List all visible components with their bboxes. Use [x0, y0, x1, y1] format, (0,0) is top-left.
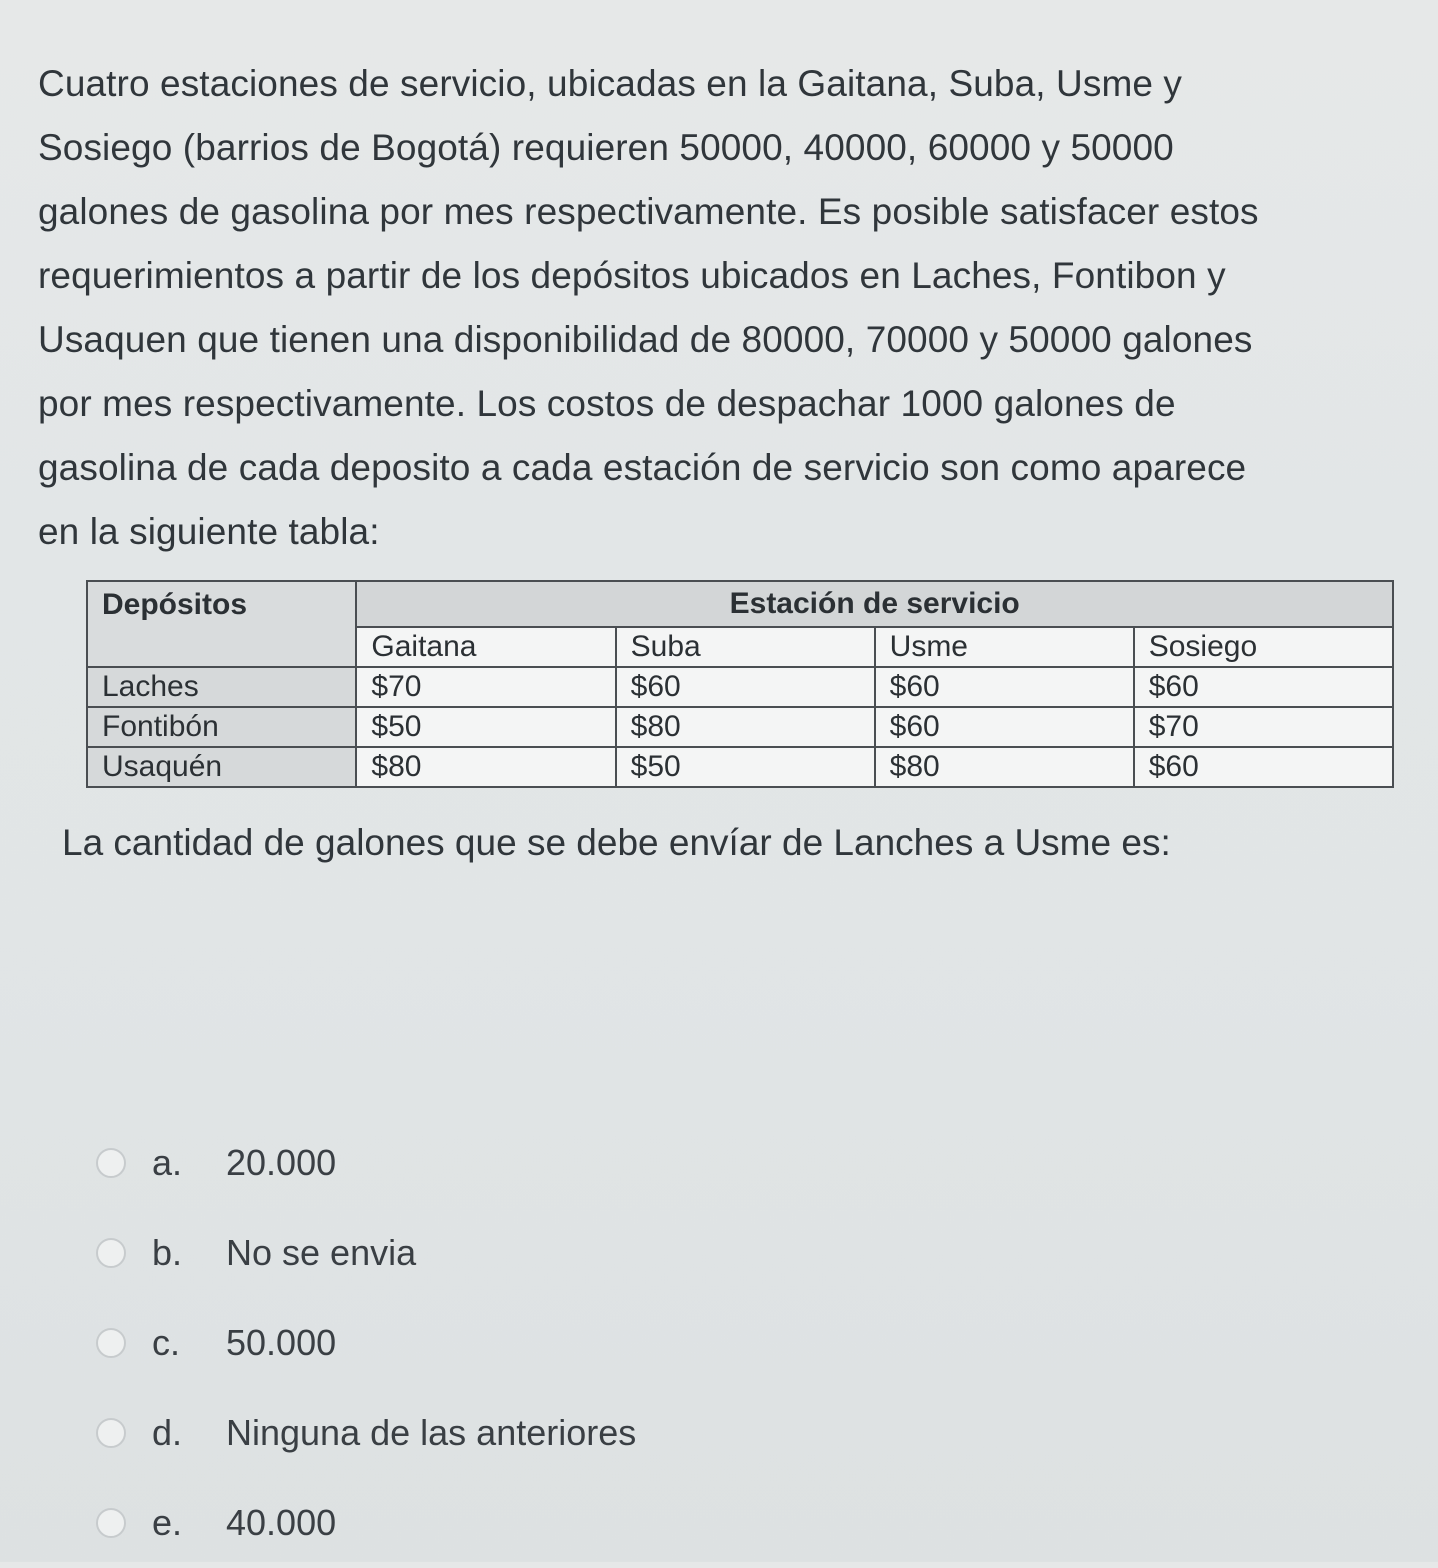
problem-line: galones de gasolina por mes respectivamente. Es posible satisfacer estos	[38, 191, 1259, 232]
problem-line: en la siguiente tabla:	[38, 511, 380, 552]
problem-statement	[38, 52, 1418, 564]
table-cell: $60	[875, 667, 1134, 707]
option-letter: d.	[152, 1412, 183, 1453]
column-header-usme: Usme	[875, 627, 1134, 667]
option-text: Ninguna de las anteriores	[226, 1412, 637, 1453]
row-header-laches: Laches	[87, 667, 356, 707]
answer-options	[96, 1118, 636, 1568]
column-header-suba: Suba	[616, 627, 875, 667]
option-letter: c.	[152, 1322, 181, 1363]
radio-button[interactable]	[96, 1328, 126, 1358]
option-text: 20.000	[226, 1142, 337, 1183]
radio-button[interactable]	[96, 1508, 126, 1538]
radio-button[interactable]	[96, 1418, 126, 1448]
option-e[interactable]	[96, 1478, 636, 1568]
table-cell: $80	[875, 747, 1134, 787]
table-cell: $70	[356, 667, 615, 707]
estacion-header: Estación de servicio	[356, 581, 1393, 627]
radio-button[interactable]	[96, 1148, 126, 1178]
option-b[interactable]	[96, 1208, 636, 1298]
option-c[interactable]	[96, 1298, 636, 1388]
table-cell: $80	[616, 707, 875, 747]
problem-line: gasolina de cada deposito a cada estación de servicio son como aparece	[38, 447, 1247, 488]
table-row	[87, 707, 1393, 747]
table-cell: $80	[356, 747, 615, 787]
option-letter: e.	[152, 1502, 183, 1543]
table-cell: $60	[875, 707, 1134, 747]
problem-line: Sosiego (barrios de Bogotá) requieren 50000, 40000, 60000 y 50000	[38, 127, 1174, 168]
option-text: No se envia	[226, 1232, 417, 1273]
table-cell: $50	[616, 747, 875, 787]
column-header-sosiego: Sosiego	[1134, 627, 1393, 667]
option-text: 40.000	[226, 1502, 337, 1543]
radio-button[interactable]	[96, 1238, 126, 1268]
question-text: La cantidad de galones que se debe envíar de Lanches a Usme es:	[62, 822, 1171, 863]
row-header-fontibon: Fontibón	[87, 707, 356, 747]
depositos-header: Depósitos	[87, 581, 356, 667]
column-header-gaitana: Gaitana	[356, 627, 615, 667]
problem-line: Usaquen que tienen una disponibilidad de 80000, 70000 y 50000 galones	[38, 319, 1253, 360]
table-cell: $70	[1134, 707, 1393, 747]
table-cell: $50	[356, 707, 615, 747]
table-row	[87, 747, 1393, 787]
problem-line: Cuatro estaciones de servicio, ubicadas en la Gaitana, Suba, Usme y	[38, 63, 1183, 104]
option-d[interactable]	[96, 1388, 636, 1478]
table-cell: $60	[1134, 667, 1393, 707]
table-row	[87, 667, 1393, 707]
cost-table	[86, 580, 1394, 788]
problem-line: requerimientos a partir de los depósitos ubicados en Laches, Fontibon y	[38, 255, 1226, 296]
problem-line: por mes respectivamente. Los costos de despachar 1000 galones de	[38, 383, 1176, 424]
option-text: 50.000	[226, 1322, 337, 1363]
option-a[interactable]	[96, 1118, 636, 1208]
option-letter: b.	[152, 1232, 183, 1273]
option-letter: a.	[152, 1142, 183, 1183]
table-cell: $60	[616, 667, 875, 707]
row-header-usaquen: Usaquén	[87, 747, 356, 787]
table-cell: $60	[1134, 747, 1393, 787]
